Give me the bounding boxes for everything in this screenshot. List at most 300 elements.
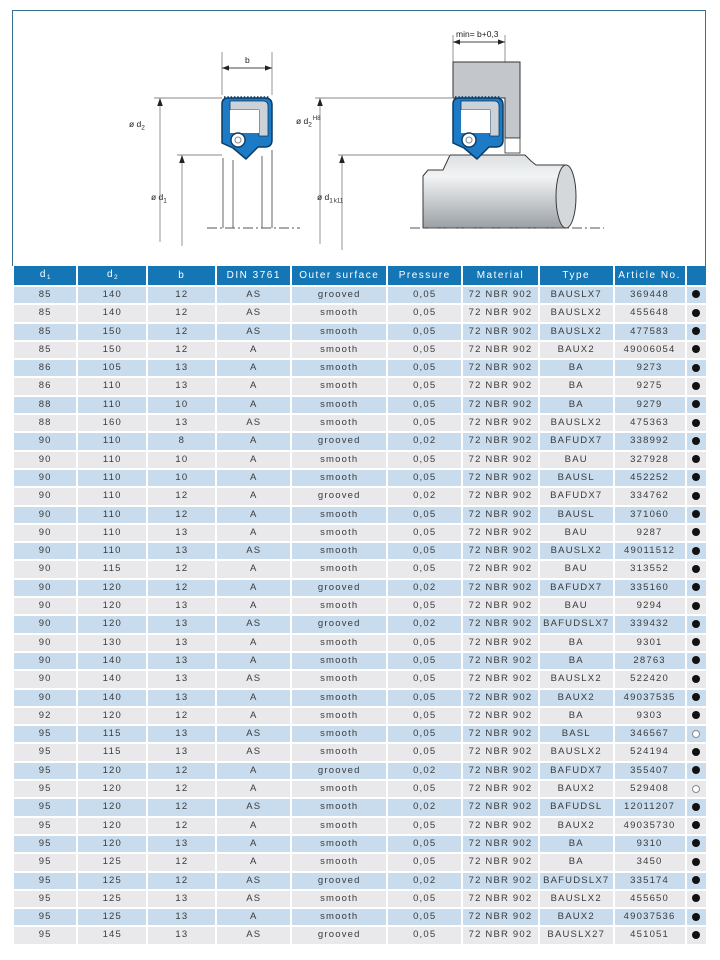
cell-b: 12 bbox=[148, 287, 217, 305]
cell-pressure: 0,05 bbox=[388, 561, 463, 579]
cell-din: AS bbox=[217, 891, 292, 909]
cell-din: AS bbox=[217, 799, 292, 817]
cell-material: 72 NBR 902 bbox=[463, 433, 540, 451]
cell-d2: 145 bbox=[78, 927, 148, 945]
cell-din: A bbox=[217, 342, 292, 360]
filled-dot-icon bbox=[692, 309, 700, 317]
cell-availability bbox=[687, 653, 706, 671]
cell-pressure: 0,05 bbox=[388, 287, 463, 305]
cell-pressure: 0,05 bbox=[388, 836, 463, 854]
filled-dot-icon bbox=[692, 473, 700, 481]
cell-material: 72 NBR 902 bbox=[463, 799, 540, 817]
cell-availability bbox=[687, 397, 706, 415]
cell-b: 12 bbox=[148, 488, 217, 506]
cell-type: BASL bbox=[540, 726, 615, 744]
column-header-pressure: Pressure bbox=[388, 266, 463, 287]
cell-d1: 90 bbox=[14, 543, 78, 561]
cell-article_no: 529408 bbox=[615, 781, 687, 799]
cell-b: 13 bbox=[148, 927, 217, 945]
cell-d1: 95 bbox=[14, 726, 78, 744]
table-row bbox=[14, 836, 706, 854]
cell-availability bbox=[687, 763, 706, 781]
cell-type: BAFUDX7 bbox=[540, 580, 615, 598]
cell-material: 72 NBR 902 bbox=[463, 927, 540, 945]
cell-d1: 90 bbox=[14, 433, 78, 451]
cell-availability bbox=[687, 616, 706, 634]
cell-d2: 120 bbox=[78, 836, 148, 854]
cell-availability bbox=[687, 781, 706, 799]
filled-dot-icon bbox=[692, 510, 700, 518]
cell-d1: 85 bbox=[14, 342, 78, 360]
filled-dot-icon bbox=[692, 766, 700, 774]
cell-article_no: 9310 bbox=[615, 836, 687, 854]
cell-b: 10 bbox=[148, 397, 217, 415]
column-header-d1: $d_1$ bbox=[14, 266, 78, 287]
cell-din: A bbox=[217, 580, 292, 598]
cell-d1: 86 bbox=[14, 378, 78, 396]
filled-dot-icon bbox=[692, 876, 700, 884]
cell-outer_surface: smooth bbox=[292, 452, 388, 470]
cell-pressure: 0,05 bbox=[388, 598, 463, 616]
cell-d2: 160 bbox=[78, 415, 148, 433]
cell-article_no: 335160 bbox=[615, 580, 687, 598]
table-row bbox=[14, 415, 706, 433]
cell-material: 72 NBR 902 bbox=[463, 470, 540, 488]
cell-material: 72 NBR 902 bbox=[463, 415, 540, 433]
table-row bbox=[14, 799, 706, 817]
cell-b: 13 bbox=[148, 891, 217, 909]
cell-outer_surface: smooth bbox=[292, 507, 388, 525]
cell-din: A bbox=[217, 836, 292, 854]
table-row bbox=[14, 543, 706, 561]
cell-d1: 95 bbox=[14, 818, 78, 836]
cell-outer_surface: smooth bbox=[292, 744, 388, 762]
cell-availability bbox=[687, 452, 706, 470]
cell-outer_surface: grooved bbox=[292, 580, 388, 598]
cell-article_no: 455648 bbox=[615, 305, 687, 323]
cell-availability bbox=[687, 488, 706, 506]
cell-type: BAUSLX2 bbox=[540, 415, 615, 433]
shaft-section-lines bbox=[223, 150, 272, 228]
cell-d1: 95 bbox=[14, 854, 78, 872]
table-row bbox=[14, 470, 706, 488]
table-row bbox=[14, 708, 706, 726]
installed-seal-profile bbox=[453, 97, 503, 159]
cell-d2: 125 bbox=[78, 854, 148, 872]
filled-dot-icon bbox=[692, 748, 700, 756]
cell-b: 13 bbox=[148, 671, 217, 689]
seal-installation-diagram bbox=[296, 29, 604, 250]
cell-d2: 120 bbox=[78, 818, 148, 836]
cell-material: 72 NBR 902 bbox=[463, 873, 540, 891]
cell-d2: 110 bbox=[78, 525, 148, 543]
cell-availability bbox=[687, 799, 706, 817]
cell-d1: 90 bbox=[14, 616, 78, 634]
cell-article_no: 455650 bbox=[615, 891, 687, 909]
cell-type: BAUSLX7 bbox=[540, 287, 615, 305]
table-row bbox=[14, 763, 706, 781]
spec-table bbox=[14, 266, 706, 946]
cell-d1: 90 bbox=[14, 452, 78, 470]
cell-d1: 95 bbox=[14, 927, 78, 945]
cell-article_no: 339432 bbox=[615, 616, 687, 634]
table-row bbox=[14, 305, 706, 323]
cell-type: BAUSL bbox=[540, 507, 615, 525]
cell-article_no: 371060 bbox=[615, 507, 687, 525]
table-row bbox=[14, 671, 706, 689]
d1-dimension bbox=[151, 155, 222, 246]
column-header-type: Type bbox=[540, 266, 615, 287]
cell-pressure: 0,05 bbox=[388, 635, 463, 653]
cell-article_no: 334762 bbox=[615, 488, 687, 506]
cell-pressure: 0,05 bbox=[388, 378, 463, 396]
cell-article_no: 49035730 bbox=[615, 818, 687, 836]
cell-material: 72 NBR 902 bbox=[463, 671, 540, 689]
cell-type: BAUSLX2 bbox=[540, 671, 615, 689]
cell-outer_surface: smooth bbox=[292, 470, 388, 488]
svg-text:ø d2: ø $d_2$ bbox=[129, 119, 145, 132]
cell-article_no: 327928 bbox=[615, 452, 687, 470]
cell-d1: 95 bbox=[14, 891, 78, 909]
table-row bbox=[14, 726, 706, 744]
cell-material: 72 NBR 902 bbox=[463, 763, 540, 781]
cell-type: BAFUDSL bbox=[540, 799, 615, 817]
cell-b: 13 bbox=[148, 378, 217, 396]
cell-article_no: 338992 bbox=[615, 433, 687, 451]
cell-d1: 90 bbox=[14, 470, 78, 488]
cell-type: BA bbox=[540, 708, 615, 726]
cell-b: 13 bbox=[148, 635, 217, 653]
cell-material: 72 NBR 902 bbox=[463, 342, 540, 360]
cell-pressure: 0,05 bbox=[388, 470, 463, 488]
svg-text:ø d1: ø $d_1$ bbox=[151, 192, 167, 205]
cell-pressure: 0,02 bbox=[388, 616, 463, 634]
cell-pressure: 0,05 bbox=[388, 781, 463, 799]
cell-b: 12 bbox=[148, 763, 217, 781]
cell-b: 12 bbox=[148, 561, 217, 579]
cell-availability bbox=[687, 525, 706, 543]
cell-availability bbox=[687, 744, 706, 762]
cell-outer_surface: smooth bbox=[292, 598, 388, 616]
filled-dot-icon bbox=[692, 327, 700, 335]
cell-b: 13 bbox=[148, 616, 217, 634]
cell-availability bbox=[687, 818, 706, 836]
cell-availability bbox=[687, 507, 706, 525]
cell-pressure: 0,02 bbox=[388, 873, 463, 891]
cell-pressure: 0,05 bbox=[388, 927, 463, 945]
table-row bbox=[14, 744, 706, 762]
cell-pressure: 0,05 bbox=[388, 543, 463, 561]
cell-d2: 110 bbox=[78, 470, 148, 488]
cell-article_no: 335174 bbox=[615, 873, 687, 891]
cell-din: A bbox=[217, 525, 292, 543]
cell-availability bbox=[687, 873, 706, 891]
cell-b: 13 bbox=[148, 598, 217, 616]
spec-table-header bbox=[14, 266, 706, 287]
cell-din: A bbox=[217, 818, 292, 836]
table-row bbox=[14, 378, 706, 396]
table-row bbox=[14, 927, 706, 945]
filled-dot-icon bbox=[692, 565, 700, 573]
column-header-article-no: Article No. bbox=[615, 266, 687, 287]
cell-material: 72 NBR 902 bbox=[463, 507, 540, 525]
cell-pressure: 0,05 bbox=[388, 525, 463, 543]
cell-outer_surface: smooth bbox=[292, 854, 388, 872]
cell-outer_surface: smooth bbox=[292, 415, 388, 433]
cell-outer_surface: grooved bbox=[292, 287, 388, 305]
cell-outer_surface: smooth bbox=[292, 891, 388, 909]
table-row bbox=[14, 598, 706, 616]
column-header-din: DIN 3761 bbox=[217, 266, 292, 287]
cell-din: A bbox=[217, 452, 292, 470]
filled-dot-icon bbox=[692, 290, 700, 298]
cell-type: BA bbox=[540, 653, 615, 671]
cell-availability bbox=[687, 927, 706, 945]
svg-text:ø d2H8: ø $d_2^{H8}$ bbox=[296, 116, 321, 129]
cell-material: 72 NBR 902 bbox=[463, 781, 540, 799]
cell-outer_surface: smooth bbox=[292, 781, 388, 799]
cell-pressure: 0,05 bbox=[388, 854, 463, 872]
cell-outer_surface: smooth bbox=[292, 671, 388, 689]
cell-material: 72 NBR 902 bbox=[463, 488, 540, 506]
cell-availability bbox=[687, 708, 706, 726]
cell-type: BA bbox=[540, 836, 615, 854]
filled-dot-icon bbox=[692, 547, 700, 555]
cell-din: A bbox=[217, 781, 292, 799]
cell-availability bbox=[687, 305, 706, 323]
cell-outer_surface: smooth bbox=[292, 708, 388, 726]
cell-type: BAUX2 bbox=[540, 909, 615, 927]
cell-d2: 110 bbox=[78, 488, 148, 506]
table-row bbox=[14, 507, 706, 525]
cell-outer_surface: smooth bbox=[292, 653, 388, 671]
cell-outer_surface: grooved bbox=[292, 616, 388, 634]
cell-outer_surface: smooth bbox=[292, 799, 388, 817]
cell-material: 72 NBR 902 bbox=[463, 360, 540, 378]
cell-availability bbox=[687, 598, 706, 616]
cell-outer_surface: grooved bbox=[292, 873, 388, 891]
column-header-availability bbox=[687, 266, 706, 287]
cell-article_no: 9294 bbox=[615, 598, 687, 616]
cell-din: A bbox=[217, 854, 292, 872]
cell-pressure: 0,05 bbox=[388, 690, 463, 708]
cell-pressure: 0,05 bbox=[388, 891, 463, 909]
cell-d2: 120 bbox=[78, 781, 148, 799]
cell-din: A bbox=[217, 690, 292, 708]
cell-type: BA bbox=[540, 635, 615, 653]
table-row bbox=[14, 488, 706, 506]
cell-b: 13 bbox=[148, 653, 217, 671]
cell-outer_surface: grooved bbox=[292, 763, 388, 781]
table-row bbox=[14, 616, 706, 634]
filled-dot-icon bbox=[692, 821, 700, 829]
cell-material: 72 NBR 902 bbox=[463, 324, 540, 342]
cell-din: AS bbox=[217, 415, 292, 433]
cell-pressure: 0,02 bbox=[388, 799, 463, 817]
cell-din: A bbox=[217, 708, 292, 726]
cell-article_no: 49006054 bbox=[615, 342, 687, 360]
table-row bbox=[14, 433, 706, 451]
cell-d1: 92 bbox=[14, 708, 78, 726]
cell-article_no: 9275 bbox=[615, 378, 687, 396]
cell-availability bbox=[687, 580, 706, 598]
cell-availability bbox=[687, 690, 706, 708]
cell-type: BAUSLX2 bbox=[540, 305, 615, 323]
cell-material: 72 NBR 902 bbox=[463, 891, 540, 909]
filled-dot-icon bbox=[692, 693, 700, 701]
cell-outer_surface: smooth bbox=[292, 909, 388, 927]
table-row bbox=[14, 873, 706, 891]
cell-pressure: 0,05 bbox=[388, 342, 463, 360]
cell-d2: 110 bbox=[78, 397, 148, 415]
filled-dot-icon bbox=[692, 675, 700, 683]
cell-type: BAUX2 bbox=[540, 690, 615, 708]
cell-pressure: 0,05 bbox=[388, 324, 463, 342]
cell-d1: 90 bbox=[14, 507, 78, 525]
cell-availability bbox=[687, 635, 706, 653]
cell-d1: 85 bbox=[14, 324, 78, 342]
filled-dot-icon bbox=[692, 583, 700, 591]
cell-d2: 125 bbox=[78, 909, 148, 927]
cell-d1: 95 bbox=[14, 909, 78, 927]
cell-d1: 88 bbox=[14, 397, 78, 415]
cell-availability bbox=[687, 543, 706, 561]
cell-b: 12 bbox=[148, 708, 217, 726]
cell-type: BAUSL bbox=[540, 470, 615, 488]
cell-material: 72 NBR 902 bbox=[463, 525, 540, 543]
column-header-b: b bbox=[148, 266, 217, 287]
cell-outer_surface: smooth bbox=[292, 360, 388, 378]
table-row bbox=[14, 854, 706, 872]
cell-d2: 140 bbox=[78, 287, 148, 305]
cell-din: A bbox=[217, 433, 292, 451]
cell-pressure: 0,02 bbox=[388, 488, 463, 506]
cell-din: AS bbox=[217, 927, 292, 945]
cell-type: BAFUDX7 bbox=[540, 763, 615, 781]
cell-din: AS bbox=[217, 744, 292, 762]
cell-b: 12 bbox=[148, 854, 217, 872]
cell-availability bbox=[687, 415, 706, 433]
filled-dot-icon bbox=[692, 419, 700, 427]
cell-outer_surface: smooth bbox=[292, 836, 388, 854]
cell-availability bbox=[687, 726, 706, 744]
filled-dot-icon bbox=[692, 455, 700, 463]
cell-article_no: 9279 bbox=[615, 397, 687, 415]
filled-dot-icon bbox=[692, 656, 700, 664]
cell-b: 13 bbox=[148, 360, 217, 378]
shaft-drawing bbox=[423, 155, 576, 228]
filled-dot-icon bbox=[692, 620, 700, 628]
cell-b: 12 bbox=[148, 818, 217, 836]
cell-outer_surface: smooth bbox=[292, 543, 388, 561]
table-row bbox=[14, 287, 706, 305]
cell-outer_surface: smooth bbox=[292, 726, 388, 744]
cell-outer_surface: smooth bbox=[292, 690, 388, 708]
cell-outer_surface: smooth bbox=[292, 324, 388, 342]
cell-material: 72 NBR 902 bbox=[463, 854, 540, 872]
cell-material: 72 NBR 902 bbox=[463, 653, 540, 671]
filled-dot-icon bbox=[692, 931, 700, 939]
cell-pressure: 0,05 bbox=[388, 744, 463, 762]
cell-availability bbox=[687, 561, 706, 579]
cell-type: BA bbox=[540, 360, 615, 378]
cell-type: BAFUDX7 bbox=[540, 433, 615, 451]
cell-pressure: 0,02 bbox=[388, 763, 463, 781]
cell-d1: 90 bbox=[14, 653, 78, 671]
cell-availability bbox=[687, 287, 706, 305]
cell-d2: 115 bbox=[78, 726, 148, 744]
cell-din: A bbox=[217, 360, 292, 378]
cell-type: BAUSLX27 bbox=[540, 927, 615, 945]
cell-din: AS bbox=[217, 305, 292, 323]
cell-din: A bbox=[217, 488, 292, 506]
cell-d1: 90 bbox=[14, 671, 78, 689]
spec-table-body bbox=[14, 287, 706, 946]
cell-outer_surface: grooved bbox=[292, 433, 388, 451]
cell-availability bbox=[687, 360, 706, 378]
cell-article_no: 355407 bbox=[615, 763, 687, 781]
cell-type: BAUSLX2 bbox=[540, 324, 615, 342]
cell-availability bbox=[687, 854, 706, 872]
column-header-material: Material bbox=[463, 266, 540, 287]
cell-pressure: 0,05 bbox=[388, 305, 463, 323]
cell-outer_surface: smooth bbox=[292, 561, 388, 579]
cell-b: 12 bbox=[148, 781, 217, 799]
cell-type: BAU bbox=[540, 598, 615, 616]
cell-availability bbox=[687, 836, 706, 854]
table-row bbox=[14, 690, 706, 708]
cell-b: 12 bbox=[148, 873, 217, 891]
cell-b: 13 bbox=[148, 909, 217, 927]
table-row bbox=[14, 342, 706, 360]
cell-din: AS bbox=[217, 324, 292, 342]
cell-availability bbox=[687, 342, 706, 360]
cell-d1: 95 bbox=[14, 799, 78, 817]
cell-b: 13 bbox=[148, 836, 217, 854]
cell-article_no: 522420 bbox=[615, 671, 687, 689]
cell-d1: 95 bbox=[14, 836, 78, 854]
cell-availability bbox=[687, 891, 706, 909]
cell-d1: 95 bbox=[14, 744, 78, 762]
cell-type: BA bbox=[540, 397, 615, 415]
cell-type: BAUX2 bbox=[540, 818, 615, 836]
cell-d1: 85 bbox=[14, 287, 78, 305]
table-row bbox=[14, 561, 706, 579]
cell-din: A bbox=[217, 397, 292, 415]
cell-material: 72 NBR 902 bbox=[463, 397, 540, 415]
cell-material: 72 NBR 902 bbox=[463, 836, 540, 854]
cell-availability bbox=[687, 433, 706, 451]
cell-material: 72 NBR 902 bbox=[463, 708, 540, 726]
cell-d2: 150 bbox=[78, 342, 148, 360]
cell-outer_surface: grooved bbox=[292, 927, 388, 945]
cell-d2: 120 bbox=[78, 580, 148, 598]
cell-pressure: 0,05 bbox=[388, 653, 463, 671]
filled-dot-icon bbox=[692, 345, 700, 353]
cell-d2: 140 bbox=[78, 653, 148, 671]
cell-pressure: 0,05 bbox=[388, 397, 463, 415]
cell-article_no: 313552 bbox=[615, 561, 687, 579]
cell-article_no: 452252 bbox=[615, 470, 687, 488]
cell-d2: 120 bbox=[78, 763, 148, 781]
cell-material: 72 NBR 902 bbox=[463, 287, 540, 305]
cell-b: 12 bbox=[148, 507, 217, 525]
column-header-d2: $d_2$ bbox=[78, 266, 148, 287]
cell-type: BAUSLX2 bbox=[540, 891, 615, 909]
cell-availability bbox=[687, 378, 706, 396]
cell-pressure: 0,05 bbox=[388, 671, 463, 689]
b-dimension bbox=[222, 52, 272, 95]
